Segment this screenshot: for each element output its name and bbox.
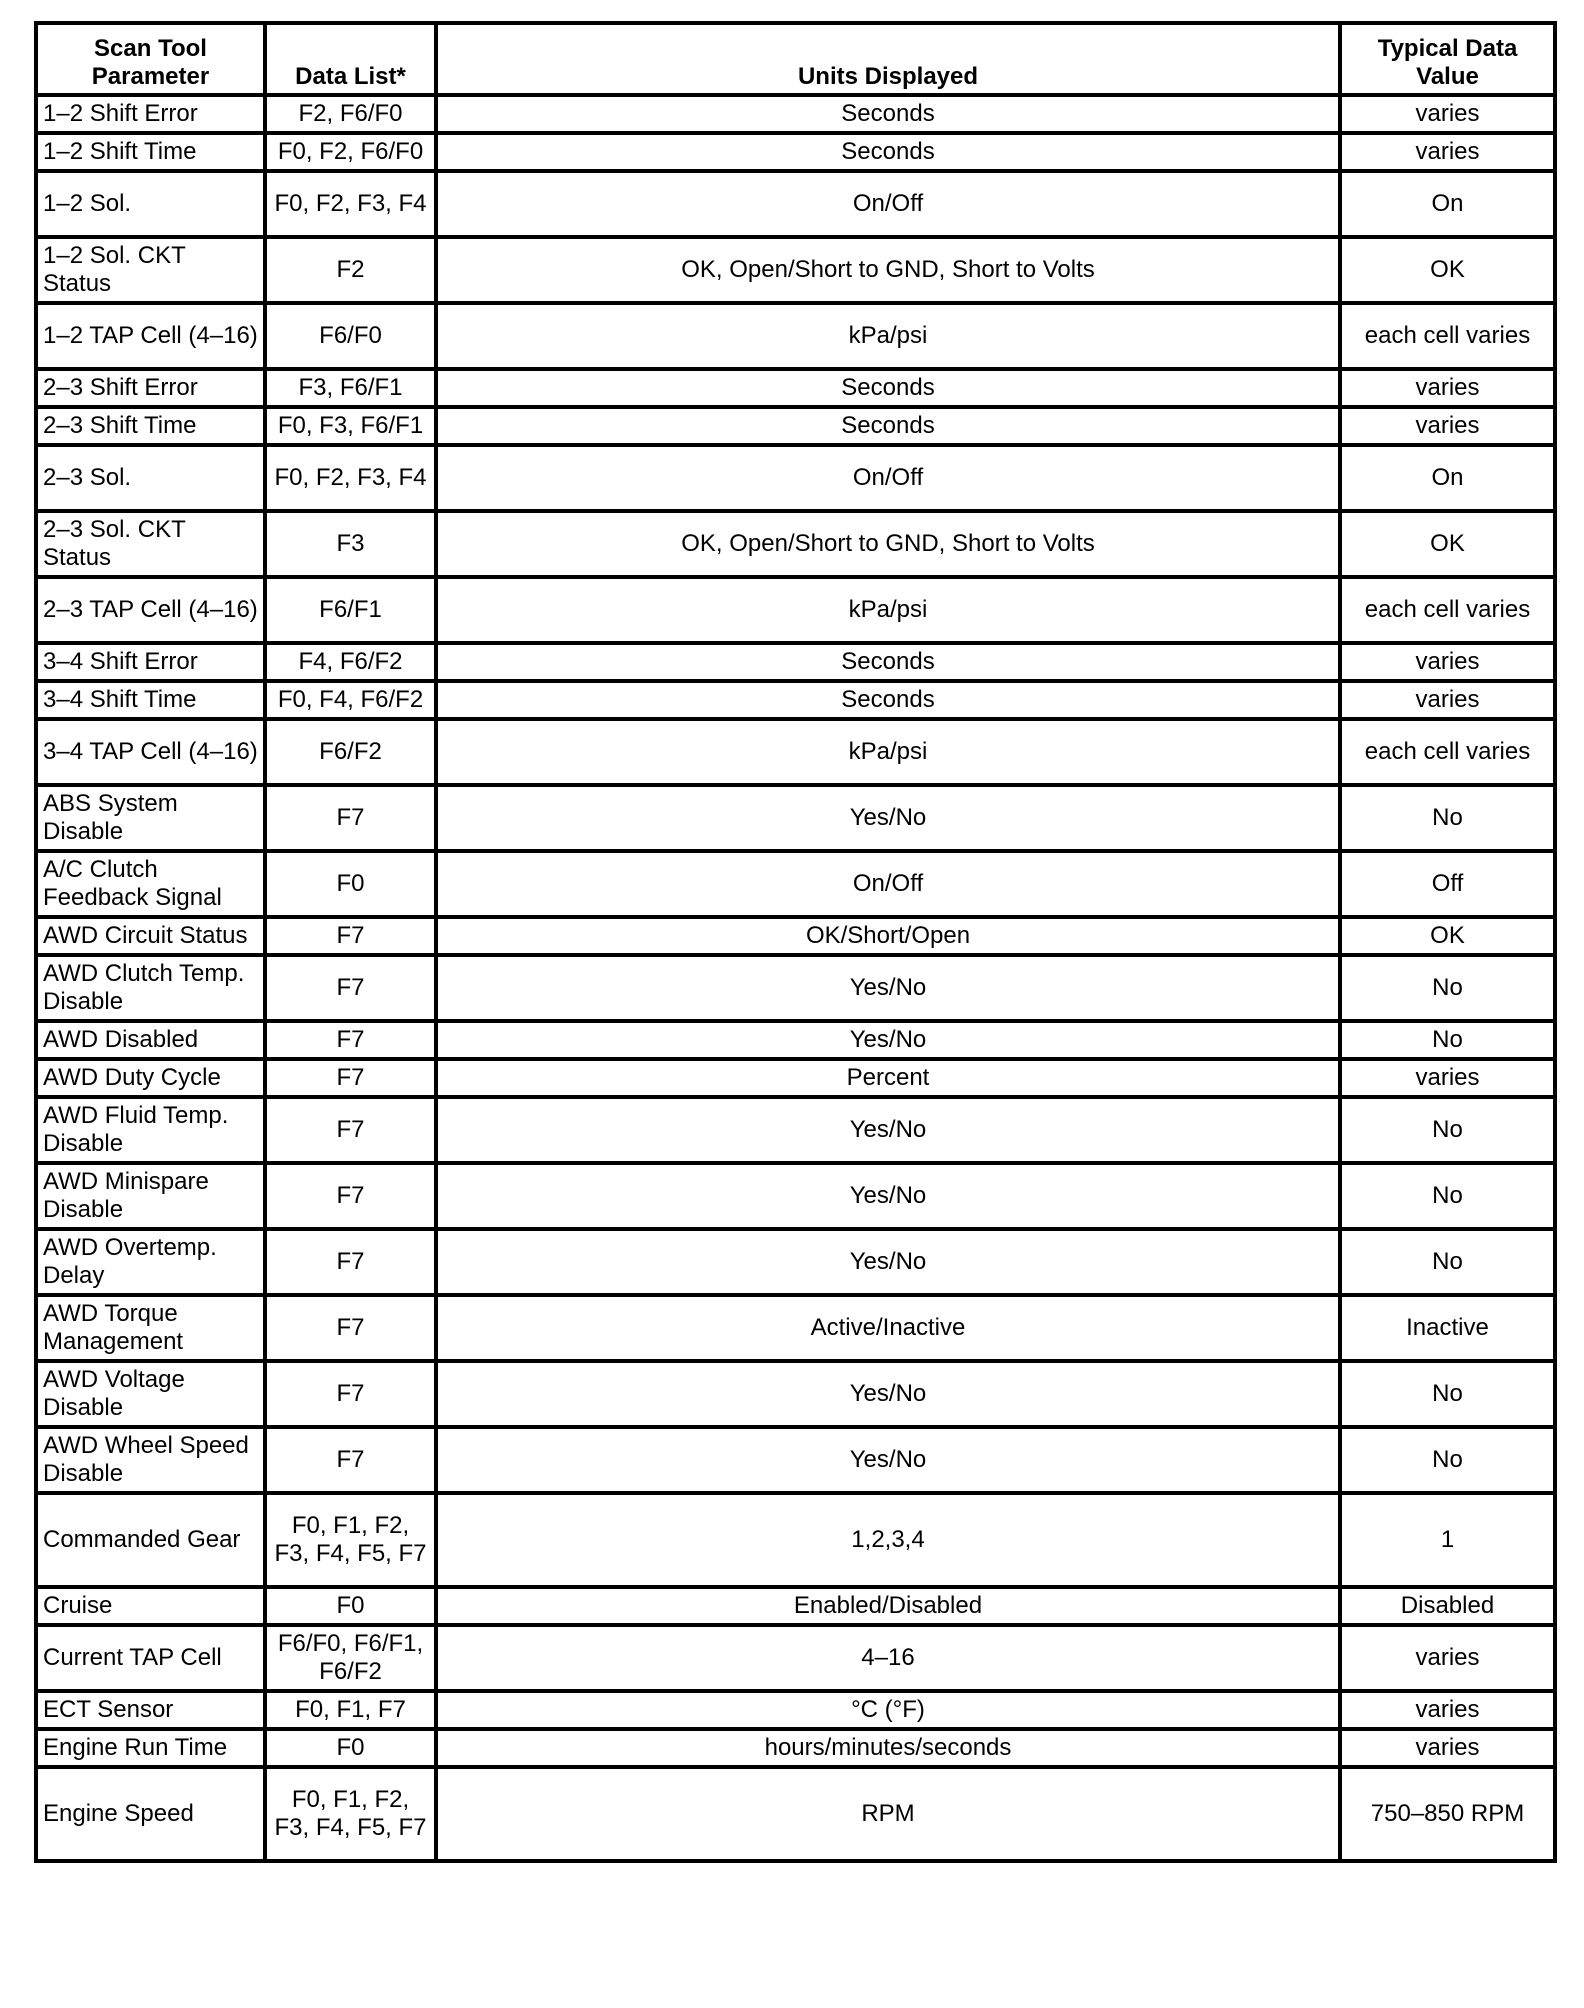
table-row bbox=[36, 1729, 1555, 1767]
table-row bbox=[36, 1767, 1555, 1861]
cell-parameter: ECT Sensor bbox=[36, 1691, 265, 1729]
cell-data-list: F7 bbox=[265, 955, 436, 1021]
scan-tool-data-table bbox=[34, 21, 1557, 1863]
cell-parameter: AWD Circuit Status bbox=[36, 917, 265, 955]
cell-units: Yes/No bbox=[436, 1163, 1340, 1229]
cell-data-list: F7 bbox=[265, 785, 436, 851]
cell-data-list: F3, F6/F1 bbox=[265, 369, 436, 407]
table-row bbox=[36, 1097, 1555, 1163]
cell-units: kPa/psi bbox=[436, 303, 1340, 369]
cell-data-list: F0, F2, F3, F4 bbox=[265, 171, 436, 237]
cell-units: On/Off bbox=[436, 851, 1340, 917]
cell-typical-value: No bbox=[1340, 1021, 1555, 1059]
header-scan-tool-parameter: Scan Tool Parameter bbox=[36, 23, 265, 95]
cell-parameter: 1–2 Shift Error bbox=[36, 95, 265, 133]
cell-parameter: Engine Speed bbox=[36, 1767, 265, 1861]
cell-typical-value: No bbox=[1340, 1361, 1555, 1427]
cell-typical-value: OK bbox=[1340, 917, 1555, 955]
table-row bbox=[36, 917, 1555, 955]
cell-parameter: 1–2 TAP Cell (4–16) bbox=[36, 303, 265, 369]
table-row bbox=[36, 1493, 1555, 1587]
cell-typical-value: varies bbox=[1340, 681, 1555, 719]
cell-units: Yes/No bbox=[436, 785, 1340, 851]
cell-data-list: F7 bbox=[265, 1427, 436, 1493]
cell-units: OK, Open/Short to GND, Short to Volts bbox=[436, 237, 1340, 303]
cell-typical-value: varies bbox=[1340, 1625, 1555, 1691]
cell-data-list: F0 bbox=[265, 851, 436, 917]
cell-data-list: F0, F2, F6/F0 bbox=[265, 133, 436, 171]
cell-typical-value: Off bbox=[1340, 851, 1555, 917]
cell-data-list: F0, F4, F6/F2 bbox=[265, 681, 436, 719]
cell-typical-value: No bbox=[1340, 785, 1555, 851]
cell-units: Yes/No bbox=[436, 955, 1340, 1021]
cell-typical-value: Inactive bbox=[1340, 1295, 1555, 1361]
cell-typical-value: varies bbox=[1340, 133, 1555, 171]
cell-units: Seconds bbox=[436, 369, 1340, 407]
cell-data-list: F7 bbox=[265, 917, 436, 955]
table-row bbox=[36, 577, 1555, 643]
cell-typical-value: varies bbox=[1340, 1691, 1555, 1729]
cell-parameter: AWD Duty Cycle bbox=[36, 1059, 265, 1097]
cell-units: Seconds bbox=[436, 643, 1340, 681]
cell-data-list: F7 bbox=[265, 1361, 436, 1427]
cell-units: Active/Inactive bbox=[436, 1295, 1340, 1361]
cell-units: kPa/psi bbox=[436, 719, 1340, 785]
cell-units: °C (°F) bbox=[436, 1691, 1340, 1729]
table-row bbox=[36, 171, 1555, 237]
cell-units: Percent bbox=[436, 1059, 1340, 1097]
cell-data-list: F6/F0, F6/F1, F6/F2 bbox=[265, 1625, 436, 1691]
cell-parameter: 3–4 Shift Error bbox=[36, 643, 265, 681]
table-row bbox=[36, 445, 1555, 511]
cell-parameter: AWD Fluid Temp. Disable bbox=[36, 1097, 265, 1163]
cell-typical-value: OK bbox=[1340, 237, 1555, 303]
cell-typical-value: each cell varies bbox=[1340, 303, 1555, 369]
table-row bbox=[36, 1021, 1555, 1059]
cell-parameter: AWD Voltage Disable bbox=[36, 1361, 265, 1427]
cell-parameter: AWD Overtemp. Delay bbox=[36, 1229, 265, 1295]
table-row bbox=[36, 1361, 1555, 1427]
cell-typical-value: No bbox=[1340, 955, 1555, 1021]
cell-units: Yes/No bbox=[436, 1427, 1340, 1493]
cell-typical-value: varies bbox=[1340, 369, 1555, 407]
cell-parameter: Cruise bbox=[36, 1587, 265, 1625]
cell-units: On/Off bbox=[436, 445, 1340, 511]
cell-data-list: F6/F0 bbox=[265, 303, 436, 369]
cell-units: Yes/No bbox=[436, 1097, 1340, 1163]
header-data-list: Data List* bbox=[265, 23, 436, 95]
cell-units: hours/minutes/seconds bbox=[436, 1729, 1340, 1767]
cell-typical-value: OK bbox=[1340, 511, 1555, 577]
cell-units: kPa/psi bbox=[436, 577, 1340, 643]
cell-typical-value: Disabled bbox=[1340, 1587, 1555, 1625]
cell-data-list: F7 bbox=[265, 1097, 436, 1163]
cell-data-list: F0, F2, F3, F4 bbox=[265, 445, 436, 511]
cell-units: RPM bbox=[436, 1767, 1340, 1861]
cell-typical-value: each cell varies bbox=[1340, 719, 1555, 785]
cell-parameter: AWD Torque Management bbox=[36, 1295, 265, 1361]
cell-data-list: F0, F3, F6/F1 bbox=[265, 407, 436, 445]
table-row bbox=[36, 1625, 1555, 1691]
cell-data-list: F0, F1, F2, F3, F4, F5, F7 bbox=[265, 1767, 436, 1861]
cell-typical-value: No bbox=[1340, 1163, 1555, 1229]
cell-parameter: AWD Disabled bbox=[36, 1021, 265, 1059]
cell-data-list: F0 bbox=[265, 1729, 436, 1767]
table-row bbox=[36, 1059, 1555, 1097]
cell-parameter: AWD Wheel Speed Disable bbox=[36, 1427, 265, 1493]
cell-typical-value: varies bbox=[1340, 1729, 1555, 1767]
cell-units: Seconds bbox=[436, 407, 1340, 445]
cell-parameter: 1–2 Shift Time bbox=[36, 133, 265, 171]
cell-parameter: 3–4 Shift Time bbox=[36, 681, 265, 719]
cell-units: Yes/No bbox=[436, 1229, 1340, 1295]
header-units-displayed: Units Displayed bbox=[436, 23, 1340, 95]
cell-parameter: Engine Run Time bbox=[36, 1729, 265, 1767]
cell-typical-value: On bbox=[1340, 171, 1555, 237]
table-row bbox=[36, 237, 1555, 303]
table-row bbox=[36, 681, 1555, 719]
table-row bbox=[36, 133, 1555, 171]
cell-typical-value: varies bbox=[1340, 643, 1555, 681]
table-row bbox=[36, 369, 1555, 407]
cell-data-list: F7 bbox=[265, 1021, 436, 1059]
cell-units: Seconds bbox=[436, 681, 1340, 719]
cell-typical-value: No bbox=[1340, 1229, 1555, 1295]
cell-parameter: AWD Clutch Temp. Disable bbox=[36, 955, 265, 1021]
table-row bbox=[36, 643, 1555, 681]
cell-parameter: 2–3 Shift Error bbox=[36, 369, 265, 407]
cell-parameter: 2–3 Sol. CKT Status bbox=[36, 511, 265, 577]
cell-data-list: F7 bbox=[265, 1295, 436, 1361]
cell-typical-value: varies bbox=[1340, 95, 1555, 133]
table-header-row bbox=[36, 23, 1555, 95]
cell-data-list: F3 bbox=[265, 511, 436, 577]
cell-units: 4–16 bbox=[436, 1625, 1340, 1691]
cell-units: OK/Short/Open bbox=[436, 917, 1340, 955]
cell-typical-value: No bbox=[1340, 1427, 1555, 1493]
cell-data-list: F2, F6/F0 bbox=[265, 95, 436, 133]
cell-data-list: F7 bbox=[265, 1163, 436, 1229]
cell-typical-value: varies bbox=[1340, 407, 1555, 445]
table-row bbox=[36, 955, 1555, 1021]
table-row bbox=[36, 303, 1555, 369]
cell-data-list: F6/F1 bbox=[265, 577, 436, 643]
cell-data-list: F4, F6/F2 bbox=[265, 643, 436, 681]
cell-parameter: A/C Clutch Feedback Signal bbox=[36, 851, 265, 917]
cell-data-list: F7 bbox=[265, 1229, 436, 1295]
table-body bbox=[36, 95, 1555, 1861]
cell-parameter: Commanded Gear bbox=[36, 1493, 265, 1587]
table-row bbox=[36, 1587, 1555, 1625]
cell-typical-value: 1 bbox=[1340, 1493, 1555, 1587]
cell-units: 1,2,3,4 bbox=[436, 1493, 1340, 1587]
cell-parameter: ABS System Disable bbox=[36, 785, 265, 851]
table-row bbox=[36, 1163, 1555, 1229]
table-row bbox=[36, 1427, 1555, 1493]
cell-parameter: AWD Minispare Disable bbox=[36, 1163, 265, 1229]
cell-units: On/Off bbox=[436, 171, 1340, 237]
cell-data-list: F0, F1, F2, F3, F4, F5, F7 bbox=[265, 1493, 436, 1587]
table-row bbox=[36, 1295, 1555, 1361]
cell-data-list: F0 bbox=[265, 1587, 436, 1625]
table-row bbox=[36, 95, 1555, 133]
cell-parameter: 1–2 Sol. CKT Status bbox=[36, 237, 265, 303]
cell-typical-value: each cell varies bbox=[1340, 577, 1555, 643]
cell-data-list: F6/F2 bbox=[265, 719, 436, 785]
cell-typical-value: varies bbox=[1340, 1059, 1555, 1097]
table-row bbox=[36, 785, 1555, 851]
table-row bbox=[36, 1229, 1555, 1295]
cell-data-list: F7 bbox=[265, 1059, 436, 1097]
cell-units: Yes/No bbox=[436, 1361, 1340, 1427]
table-row bbox=[36, 851, 1555, 917]
cell-parameter: 2–3 TAP Cell (4–16) bbox=[36, 577, 265, 643]
table-row bbox=[36, 407, 1555, 445]
cell-units: Yes/No bbox=[436, 1021, 1340, 1059]
table-row bbox=[36, 719, 1555, 785]
cell-typical-value: 750–850 RPM bbox=[1340, 1767, 1555, 1861]
cell-data-list: F2 bbox=[265, 237, 436, 303]
table-row bbox=[36, 511, 1555, 577]
cell-units: Enabled/Disabled bbox=[436, 1587, 1340, 1625]
cell-typical-value: On bbox=[1340, 445, 1555, 511]
cell-units: Seconds bbox=[436, 133, 1340, 171]
cell-parameter: Current TAP Cell bbox=[36, 1625, 265, 1691]
header-typical-data-value: Typical Data Value bbox=[1340, 23, 1555, 95]
cell-parameter: 2–3 Sol. bbox=[36, 445, 265, 511]
cell-data-list: F0, F1, F7 bbox=[265, 1691, 436, 1729]
cell-parameter: 2–3 Shift Time bbox=[36, 407, 265, 445]
cell-typical-value: No bbox=[1340, 1097, 1555, 1163]
table-row bbox=[36, 1691, 1555, 1729]
cell-units: OK, Open/Short to GND, Short to Volts bbox=[436, 511, 1340, 577]
cell-units: Seconds bbox=[436, 95, 1340, 133]
cell-parameter: 1–2 Sol. bbox=[36, 171, 265, 237]
cell-parameter: 3–4 TAP Cell (4–16) bbox=[36, 719, 265, 785]
